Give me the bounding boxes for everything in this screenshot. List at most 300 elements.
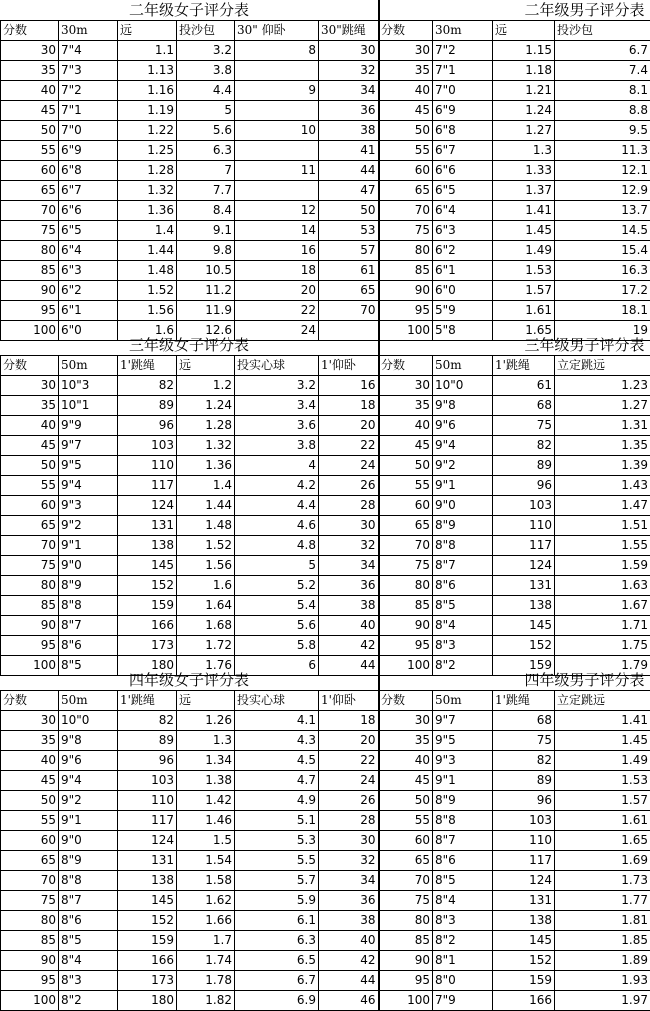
table-cell: 6"7 [433, 141, 493, 161]
table-cell: 1.81 [555, 911, 650, 931]
table-cell: 7"0 [433, 81, 493, 101]
table-cell: 80 [379, 241, 433, 261]
table-cell: 117 [493, 536, 555, 556]
table-cell: 152 [493, 636, 555, 656]
table-cell: 9"0 [59, 831, 118, 851]
table-row [1, 931, 379, 951]
table-cell: 1.36 [118, 201, 177, 221]
table-cell: 124 [118, 831, 177, 851]
column-header: 1'跳绳 [118, 691, 177, 711]
table-cell: 16 [319, 376, 379, 396]
table-cell: 1.76 [177, 656, 235, 676]
table-cell: 180 [118, 656, 177, 676]
table-cell: 55 [379, 811, 433, 831]
table-cell: 50 [1, 456, 59, 476]
table-cell: 38 [319, 596, 379, 616]
table-row [1, 456, 379, 476]
table-row [379, 121, 650, 141]
table-cell: 24 [235, 321, 319, 341]
table-cell: 18 [235, 261, 319, 281]
table-cell: 96 [493, 791, 555, 811]
table-cell: 9"1 [433, 476, 493, 496]
table-cell: 96 [118, 751, 177, 771]
table-cell: 55 [379, 476, 433, 496]
table-cell: 4.9 [235, 791, 319, 811]
table-cell: 82 [493, 436, 555, 456]
table-row [379, 456, 650, 476]
table-cell: 20 [319, 416, 379, 436]
table-cell: 7"4 [59, 41, 118, 61]
table-cell: 14.5 [555, 221, 650, 241]
column-header: 投沙包 [555, 21, 650, 41]
table-cell: 6.3 [235, 931, 319, 951]
table-cell: 61 [319, 261, 379, 281]
table-cell: 9"1 [59, 811, 118, 831]
table-cell: 124 [493, 871, 555, 891]
table-row [1, 711, 379, 731]
table-row [1, 221, 379, 241]
table-cell: 90 [379, 616, 433, 636]
table-cell: 65 [1, 516, 59, 536]
table-cell: 1.28 [177, 416, 235, 436]
table-cell: 138 [493, 596, 555, 616]
table-cell: 10.5 [177, 261, 235, 281]
table-cell: 4.4 [235, 496, 319, 516]
table-cell: 9"4 [59, 771, 118, 791]
table-cell: 131 [493, 576, 555, 596]
table-cell: 65 [1, 181, 59, 201]
table-cell: 5 [235, 556, 319, 576]
table-cell: 6"6 [433, 161, 493, 181]
table-cell: 9"1 [433, 771, 493, 791]
table-row [1, 416, 379, 436]
column-header: 分数 [379, 691, 433, 711]
table-cell: 8"6 [59, 911, 118, 931]
table-cell: 1.51 [555, 516, 650, 536]
table-cell: 75 [493, 731, 555, 751]
table-row [1, 81, 379, 101]
table-cell: 70 [1, 871, 59, 891]
table-cell: 1.13 [118, 61, 177, 81]
table-cell: 166 [118, 951, 177, 971]
table-cell: 1.65 [493, 321, 555, 341]
table-cell: 138 [118, 871, 177, 891]
table-row [1, 556, 379, 576]
table-cell: 65 [379, 516, 433, 536]
table-cell: 9.5 [555, 121, 650, 141]
table-cell: 26 [319, 476, 379, 496]
table-row [1, 476, 379, 496]
column-header: 1'跳绳 [493, 691, 555, 711]
girls-score-table [0, 0, 380, 341]
table-cell: 18 [319, 396, 379, 416]
table-row [1, 731, 379, 751]
column-header: 50m [433, 691, 493, 711]
column-header: 1'仰卧 [319, 691, 379, 711]
table-cell: 30 [1, 711, 59, 731]
table-cell: 8"8 [433, 811, 493, 831]
table-cell: 1.77 [555, 891, 650, 911]
table-cell: 166 [118, 616, 177, 636]
table-cell: 1.18 [493, 61, 555, 81]
table-cell: 110 [493, 516, 555, 536]
table-cell: 9"2 [59, 516, 118, 536]
table-cell: 1.54 [177, 851, 235, 871]
table-cell: 9"0 [433, 496, 493, 516]
table-cell: 30 [379, 376, 433, 396]
table-row [379, 971, 650, 991]
table-cell: 9"7 [59, 436, 118, 456]
table-cell: 30 [319, 831, 379, 851]
table-row [379, 281, 650, 301]
column-header: 分数 [1, 691, 59, 711]
table-cell: 16.3 [555, 261, 650, 281]
table-cell: 70 [1, 536, 59, 556]
table-cell: 117 [118, 811, 177, 831]
table-row [379, 911, 650, 931]
column-header: 投沙包 [177, 21, 235, 41]
table-cell: 18 [319, 711, 379, 731]
table-cell: 28 [319, 811, 379, 831]
table-cell: 1.39 [555, 456, 650, 476]
column-header: 投实心球 [235, 356, 319, 376]
table-cell: 7.7 [177, 181, 235, 201]
header-row [379, 691, 650, 711]
table-cell: 60 [379, 161, 433, 181]
table-cell: 70 [379, 536, 433, 556]
table-cell: 46 [319, 991, 379, 1011]
table-cell: 90 [379, 951, 433, 971]
table-cell [235, 101, 319, 121]
table-row [1, 141, 379, 161]
table-cell: 11.3 [555, 141, 650, 161]
table-row [1, 121, 379, 141]
table-cell: 5"8 [433, 321, 493, 341]
table-cell: 61 [493, 376, 555, 396]
table-row [379, 536, 650, 556]
table-cell: 10 [235, 121, 319, 141]
header-row [1, 21, 379, 41]
table-cell: 6"2 [433, 241, 493, 261]
table-row [1, 41, 379, 61]
table-cell: 110 [118, 791, 177, 811]
table-cell: 7 [177, 161, 235, 181]
table-cell: 36 [319, 576, 379, 596]
table-cell: 9"8 [433, 396, 493, 416]
table-cell: 11 [235, 161, 319, 181]
table-cell: 89 [493, 771, 555, 791]
column-header: 1'跳绳 [118, 356, 177, 376]
table-cell: 57 [319, 241, 379, 261]
table-cell: 8"3 [433, 636, 493, 656]
table-cell: 50 [1, 791, 59, 811]
column-header: 50m [59, 356, 118, 376]
table-cell: 1.61 [493, 301, 555, 321]
table-cell: 17.2 [555, 281, 650, 301]
table-cell: 36 [319, 101, 379, 121]
table-cell: 1.19 [118, 101, 177, 121]
table-cell: 1.5 [177, 831, 235, 851]
table-cell: 1.58 [177, 871, 235, 891]
table-cell: 1.63 [555, 576, 650, 596]
table-cell: 75 [379, 221, 433, 241]
table-cell: 8"8 [59, 871, 118, 891]
table-cell: 80 [1, 911, 59, 931]
table-cell: 145 [493, 616, 555, 636]
table-cell: 8"9 [433, 516, 493, 536]
table-cell: 100 [379, 656, 433, 676]
table-cell: 60 [1, 496, 59, 516]
table-cell: 1.4 [177, 476, 235, 496]
table-cell: 34 [319, 556, 379, 576]
table-cell: 1.35 [555, 436, 650, 456]
column-header: 立定跳远 [555, 691, 650, 711]
table-cell: 6"4 [59, 241, 118, 261]
table-cell: 3.2 [177, 41, 235, 61]
table-row [379, 181, 650, 201]
table-cell: 9"9 [59, 416, 118, 436]
table-cell: 8"5 [59, 931, 118, 951]
table-cell: 60 [1, 161, 59, 181]
table-cell: 34 [319, 81, 379, 101]
table-cell: 75 [1, 221, 59, 241]
table-row [1, 576, 379, 596]
table-cell: 1.45 [555, 731, 650, 751]
table-row [379, 851, 650, 871]
table-cell: 1.74 [177, 951, 235, 971]
table-cell: 9"6 [433, 416, 493, 436]
column-header: 1'仰卧 [319, 356, 379, 376]
table-cell: 30 [319, 41, 379, 61]
table-cell: 5.3 [235, 831, 319, 851]
table-cell: 1.67 [555, 596, 650, 616]
table-cell: 95 [379, 636, 433, 656]
table-cell: 1.1 [118, 41, 177, 61]
column-header: 投实心球 [235, 691, 319, 711]
table-cell: 173 [118, 971, 177, 991]
table-cell: 10"3 [59, 376, 118, 396]
table-cell: 8.4 [177, 201, 235, 221]
table-cell: 6.3 [177, 141, 235, 161]
table-cell: 1.36 [177, 456, 235, 476]
table-cell: 35 [379, 396, 433, 416]
table-cell: 4.5 [235, 751, 319, 771]
table-cell: 40 [1, 416, 59, 436]
table-row [379, 991, 650, 1011]
table-title: 三年级男子评分表 [379, 335, 650, 356]
table-cell: 1.27 [555, 396, 650, 416]
table-row [379, 201, 650, 221]
table-cell: 9"2 [433, 456, 493, 476]
table-cell: 103 [493, 811, 555, 831]
table-cell: 8"9 [59, 851, 118, 871]
table-cell: 1.68 [177, 616, 235, 636]
column-header: 分数 [379, 21, 433, 41]
table-cell: 1.41 [555, 711, 650, 731]
column-header: 远 [118, 21, 177, 41]
table-cell: 1.6 [177, 576, 235, 596]
table-cell: 55 [379, 141, 433, 161]
table-cell: 60 [379, 831, 433, 851]
table-cell: 1.22 [118, 121, 177, 141]
table-cell: 145 [118, 556, 177, 576]
table-cell: 1.3 [493, 141, 555, 161]
table-cell: 20 [235, 281, 319, 301]
table-row [1, 636, 379, 656]
table-cell: 40 [379, 81, 433, 101]
table-row [379, 41, 650, 61]
table-cell: 45 [379, 771, 433, 791]
table-cell: 19 [555, 321, 650, 341]
table-title: 四年级女子评分表 [1, 670, 379, 691]
table-cell: 12 [235, 201, 319, 221]
table-cell: 16 [235, 241, 319, 261]
table-cell: 1.43 [555, 476, 650, 496]
table-cell: 40 [379, 751, 433, 771]
table-cell: 1.7 [177, 931, 235, 951]
table-title: 二年级女子评分表 [1, 0, 379, 21]
table-cell: 30 [319, 516, 379, 536]
table-cell: 1.72 [177, 636, 235, 656]
table-cell: 8"4 [59, 951, 118, 971]
table-cell: 80 [379, 576, 433, 596]
table-cell: 6"1 [59, 301, 118, 321]
table-cell: 1.32 [177, 436, 235, 456]
table-cell: 6"3 [433, 221, 493, 241]
table-cell: 1.28 [118, 161, 177, 181]
table-cell: 22 [235, 301, 319, 321]
table-cell: 40 [379, 416, 433, 436]
table-cell: 1.48 [177, 516, 235, 536]
table-cell: 6"8 [433, 121, 493, 141]
table-cell: 8"8 [433, 536, 493, 556]
table-cell: 1.38 [177, 771, 235, 791]
table-cell: 9"7 [433, 711, 493, 731]
table-cell: 30 [379, 711, 433, 731]
table-cell: 50 [379, 791, 433, 811]
table-cell: 70 [1, 201, 59, 221]
table-row [1, 831, 379, 851]
table-cell: 30 [379, 41, 433, 61]
table-cell: 1.47 [555, 496, 650, 516]
table-cell: 4.6 [235, 516, 319, 536]
table-cell: 5.7 [235, 871, 319, 891]
table-cell: 41 [319, 141, 379, 161]
table-cell: 30 [1, 376, 59, 396]
table-cell: 9"8 [59, 731, 118, 751]
table-row [379, 141, 650, 161]
table-row [1, 376, 379, 396]
column-header: 30"跳绳 [319, 21, 379, 41]
table-row [379, 516, 650, 536]
table-cell: 6.7 [555, 41, 650, 61]
table-cell: 9"1 [59, 536, 118, 556]
table-cell: 9"4 [59, 476, 118, 496]
table-row [1, 891, 379, 911]
table-cell: 40 [319, 616, 379, 636]
table-title: 四年级男子评分表 [379, 670, 650, 691]
table-row [1, 871, 379, 891]
table-row [379, 576, 650, 596]
table-cell: 34 [319, 871, 379, 891]
girls-score-table [0, 670, 380, 1011]
column-header: 立定跳远 [555, 356, 650, 376]
table-cell: 8"4 [433, 616, 493, 636]
table-cell: 166 [493, 991, 555, 1011]
table-cell: 8"7 [59, 891, 118, 911]
table-cell: 9"5 [59, 456, 118, 476]
table-cell: 1.56 [118, 301, 177, 321]
table-cell: 3.8 [235, 436, 319, 456]
table-row [1, 536, 379, 556]
table-row [379, 616, 650, 636]
table-cell: 10"0 [59, 711, 118, 731]
table-cell: 45 [379, 101, 433, 121]
table-cell: 1.52 [118, 281, 177, 301]
table-cell: 100 [1, 991, 59, 1011]
table-cell: 1.45 [493, 221, 555, 241]
table-cell: 65 [1, 851, 59, 871]
table-row [1, 951, 379, 971]
table-cell: 85 [379, 931, 433, 951]
table-cell: 9"0 [59, 556, 118, 576]
table-row [379, 496, 650, 516]
table-row [379, 596, 650, 616]
table-cell: 32 [319, 61, 379, 81]
table-cell: 1.53 [555, 771, 650, 791]
table-cell: 80 [379, 911, 433, 931]
table-cell: 8"5 [433, 596, 493, 616]
table-cell: 1.82 [177, 991, 235, 1011]
table-cell: 8"6 [433, 576, 493, 596]
table-cell: 5.9 [235, 891, 319, 911]
table-cell: 6"5 [433, 181, 493, 201]
table-cell: 173 [118, 636, 177, 656]
table-cell: 82 [118, 376, 177, 396]
table-cell: 159 [493, 971, 555, 991]
table-cell: 8"3 [433, 911, 493, 931]
table-cell: 1.55 [555, 536, 650, 556]
table-cell: 8"8 [59, 596, 118, 616]
table-row [1, 851, 379, 871]
table-cell: 4.3 [235, 731, 319, 751]
table-row [379, 241, 650, 261]
table-cell: 1.49 [555, 751, 650, 771]
table-cell: 1.25 [118, 141, 177, 161]
table-cell: 70 [379, 871, 433, 891]
table-cell: 50 [379, 121, 433, 141]
table-cell: 1.23 [555, 376, 650, 396]
table-row [379, 636, 650, 656]
table-cell: 20 [319, 731, 379, 751]
table-cell: 30 [1, 41, 59, 61]
table-cell: 12.9 [555, 181, 650, 201]
table-row [1, 991, 379, 1011]
girls-score-table [0, 335, 380, 676]
table-cell: 44 [319, 971, 379, 991]
table-cell: 6"7 [59, 181, 118, 201]
table-row [1, 101, 379, 121]
table-cell: 9"3 [59, 496, 118, 516]
header-row [379, 21, 650, 41]
table-cell: 85 [1, 931, 59, 951]
table-cell: 80 [1, 241, 59, 261]
table-cell: 5.2 [235, 576, 319, 596]
table-cell: 12.1 [555, 161, 650, 181]
table-cell: 5.4 [235, 596, 319, 616]
table-cell: 8"1 [433, 951, 493, 971]
column-header: 远 [177, 356, 235, 376]
